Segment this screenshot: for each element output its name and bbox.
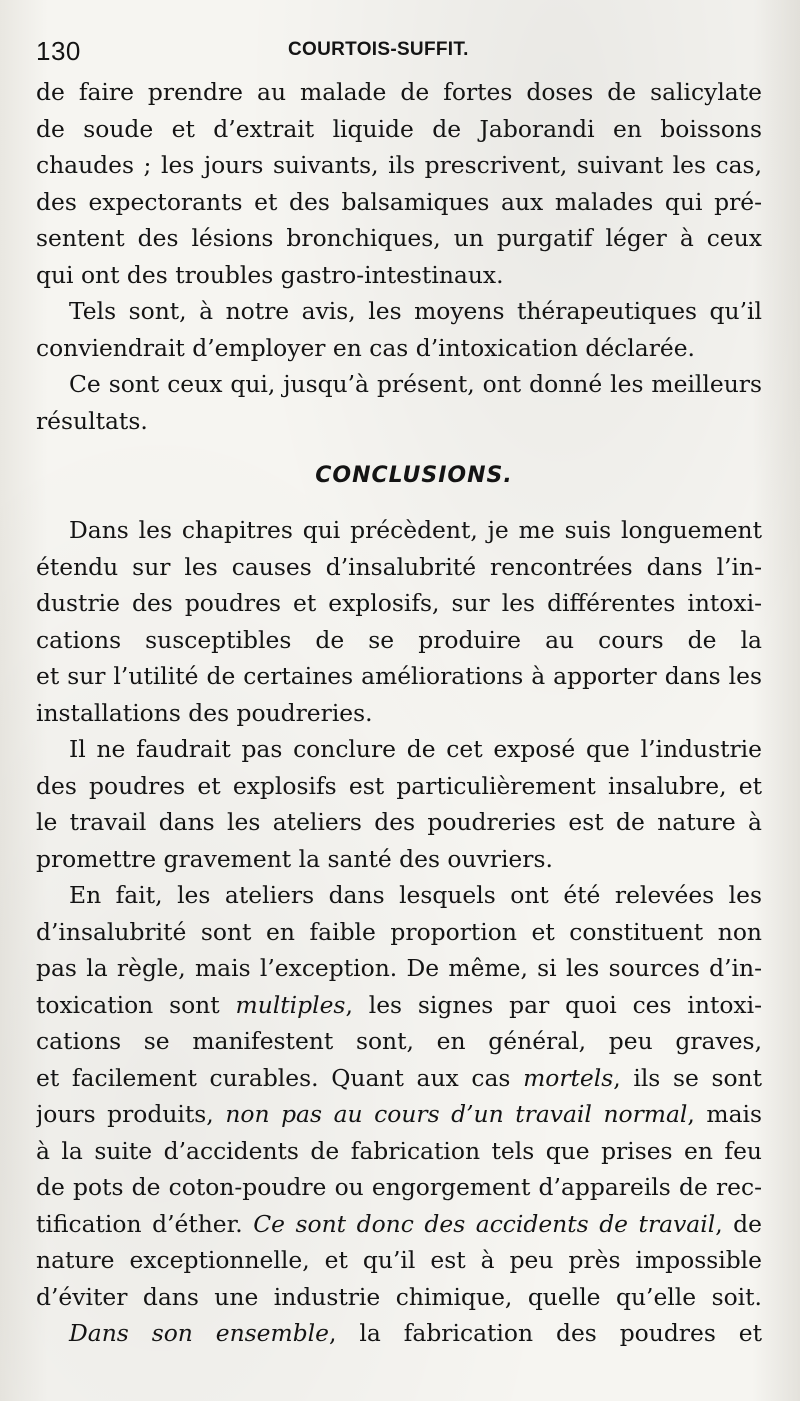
text-segment: Il ne faudrait pas conclure de cet exposé que l’industrie xyxy=(69,735,762,763)
section-title: CONCLUSIONS. xyxy=(315,463,513,488)
text-line xyxy=(36,1096,762,1133)
text-line xyxy=(36,1169,762,1206)
text-segment: En fait, les ateliers dans lesquels ont été relevées les xyxy=(69,881,762,909)
text-segment: sentent des lésions bronchiques, un purgatif léger à ceux xyxy=(36,224,762,252)
italic-text: Ce sont donc des accidents de travail xyxy=(253,1209,716,1238)
text-segment: le travail dans les ateliers des poudreries est de nature à xyxy=(36,808,762,836)
italic-text: mortels xyxy=(523,1063,614,1092)
text-segment: dustrie des poudres et explosifs, sur les différentes intoxi- xyxy=(36,589,762,617)
text-line xyxy=(36,841,762,878)
text-segment: pas la règle, mais l’exception. De même, si les sources d’in- xyxy=(36,954,762,982)
italic-text: Dans son ensemble xyxy=(69,1319,330,1347)
text-line xyxy=(36,950,762,987)
paragraphs-before-title xyxy=(36,74,762,439)
text-segment: résultats. xyxy=(36,406,148,435)
text-line xyxy=(36,220,762,257)
text-segment: des poudres et explosifs est particulièrement insalubre, et xyxy=(36,771,762,800)
text-line xyxy=(36,585,762,622)
text-segment: , de xyxy=(715,1209,762,1238)
text-segment: de pots de coton-poudre ou engorgement d’appareils de rec- xyxy=(36,1173,762,1201)
text-line xyxy=(36,549,762,586)
text-segment: , les signes par quoi ces intoxi- xyxy=(345,990,762,1019)
text-segment: de soude et d’extrait liquide de Jaborandi en boissons xyxy=(36,114,762,143)
text-segment: d’insalubrité sont en faible proportion et constituent non xyxy=(36,917,762,946)
text-line xyxy=(36,257,762,294)
text-line xyxy=(36,1206,762,1243)
text-line xyxy=(36,293,762,330)
text-segment: et facilement curables. Quant aux cas xyxy=(36,1063,524,1092)
body-text xyxy=(36,74,762,1352)
page-header xyxy=(36,30,764,70)
text-line xyxy=(36,804,762,841)
text-segment: cations susceptibles de se produire au cours de la xyxy=(36,625,762,654)
text-line xyxy=(36,768,762,805)
text-segment: , la fabrication des poudres et xyxy=(329,1319,762,1347)
text-segment: à la suite d’accidents de fabrication tels que prises en feu xyxy=(36,1136,762,1165)
text-line xyxy=(36,1133,762,1170)
text-line xyxy=(36,987,762,1024)
text-line xyxy=(36,731,762,768)
text-segment: de faire prendre au malade de fortes doses de salicylate xyxy=(36,78,762,106)
text-line xyxy=(36,330,762,367)
text-segment: promettre gravement la santé des ouvriers. xyxy=(36,844,553,873)
text-segment: toxication sont xyxy=(36,990,236,1019)
text-line xyxy=(36,622,762,659)
text-segment: et sur l’utilité de certaines améliorations à apporter dans les xyxy=(36,662,762,690)
running-head: COURTOIS-SUFFIT. xyxy=(288,39,469,60)
text-segment: qui ont des troubles gastro-intestinaux. xyxy=(36,260,504,289)
text-line xyxy=(36,1315,762,1352)
italic-text: multiples xyxy=(235,990,346,1019)
text-segment: d’éviter dans une industrie chimique, quelle qu’elle soit. xyxy=(36,1282,762,1311)
text-segment: chaudes ; les jours suivants, ils prescrivent, suivant les cas, xyxy=(36,151,762,179)
text-line xyxy=(36,74,762,111)
text-segment: Ce sont ceux qui, jusqu’à présent, ont donné les meilleurs xyxy=(69,370,762,398)
text-line xyxy=(36,877,762,914)
text-segment: jours produits, xyxy=(36,1100,226,1128)
text-line xyxy=(36,366,762,403)
italic-text: non pas au cours d’un travail normal xyxy=(225,1100,688,1128)
text-line xyxy=(36,1060,762,1097)
text-segment: Dans les chapitres qui précèdent, je me suis longuement xyxy=(69,516,762,544)
text-line xyxy=(36,184,762,221)
text-line xyxy=(36,914,762,951)
text-line xyxy=(36,111,762,148)
text-line xyxy=(36,1242,762,1279)
text-segment: cations se manifestent sont, en général, peu graves, xyxy=(36,1027,762,1055)
text-segment: Tels sont, à notre avis, les moyens thérapeutiques qu’il xyxy=(69,297,762,325)
page-number: 130 xyxy=(36,36,81,66)
text-segment: , mais xyxy=(687,1100,762,1128)
text-segment: étendu sur les causes d’insalubrité rencontrées dans l’in- xyxy=(36,552,762,581)
text-segment: tification d’éther. xyxy=(36,1209,254,1238)
text-segment: des expectorants et des balsamiques aux malades qui pré- xyxy=(36,187,762,216)
text-segment: , ils se sont xyxy=(613,1063,762,1092)
text-line xyxy=(36,1023,762,1060)
paragraphs-after-title xyxy=(36,512,762,1352)
text-segment: nature exceptionnelle, et qu’il est à peu près impossible xyxy=(36,1246,762,1274)
text-line xyxy=(36,512,762,549)
text-line xyxy=(36,658,762,695)
text-segment: conviendrait d’employer en cas d’intoxication déclarée. xyxy=(36,333,695,362)
text-line xyxy=(36,403,762,440)
text-line xyxy=(36,147,762,184)
text-line xyxy=(36,1279,762,1316)
text-segment: installations des poudreries. xyxy=(36,698,373,727)
text-line xyxy=(36,695,762,732)
